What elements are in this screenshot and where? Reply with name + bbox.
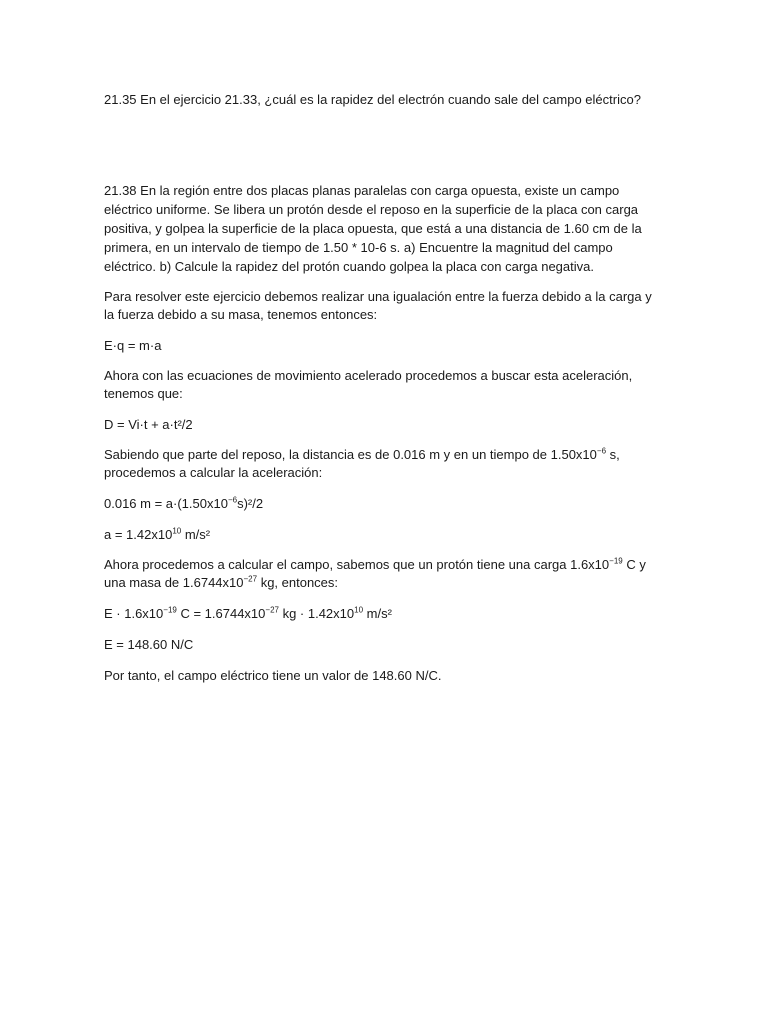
equation-text: kg · 1.42x10 xyxy=(278,606,355,621)
question-21-38: 21.38 En la región entre dos placas planas paralelas con carga opuesta, existe un campo eléctrico uniforme. Se libera un protón desde el reposo en la superficie de la placa con carga positiva, y golpea la superficie de la placa opuesta, que está a una distancia de 1.60 cm de la primera, en un intervalo de tiempo de 1.50 * 10-6 s. a) Encuentre la magnitud del campo eléctrico. b) Calcule la rapidez del protón cuando golpea la placa con carga negativa. xyxy=(104,183,642,274)
equation-text: m/s² xyxy=(181,527,211,542)
acceleration-intro: Ahora con las ecuaciones de movimiento acelerado procedemos a buscar esta aceleración, tenemos que: xyxy=(104,368,633,401)
question-21-35: 21.35 En el ejercicio 21.33, ¿cuál es la rapidez del electrón cuando sale del campo eléctrico? xyxy=(104,92,641,107)
exponent: 10 xyxy=(354,605,364,615)
field-intro-text: C y una masa de 1.6744x10 xyxy=(104,557,646,590)
equation-text: m/s² xyxy=(363,606,392,621)
solution-intro: Para resolver este ejercicio debemos realizar una igualación entre la fuerza debido a la carga y la fuerza debido a su masa, tenemos entonces: xyxy=(104,289,652,322)
equation-text: C = 1.6744x10 xyxy=(176,606,266,621)
equation-text: 0.016 m = a·(1.50x10 xyxy=(104,496,228,511)
equation-text: a = 1.42x10 xyxy=(104,527,173,542)
equation-text: s)²/2 xyxy=(237,496,264,511)
exponent: −19 xyxy=(163,605,177,615)
exponent: 10 xyxy=(172,526,182,536)
document-content xyxy=(104,90,664,697)
equation-substitution xyxy=(104,494,664,513)
exponent: −6 xyxy=(227,495,238,505)
exponent: −6 xyxy=(596,446,607,456)
given-values-text: s, procedemos a calcular la aceleración: xyxy=(104,447,620,480)
equation-result: E = 148.60 N/C xyxy=(104,637,194,652)
equation-acceleration xyxy=(104,525,664,544)
exponent: −19 xyxy=(609,556,623,566)
given-values xyxy=(104,446,664,482)
conclusion: Por tanto, el campo eléctrico tiene un valor de 148.60 N/C. xyxy=(104,668,442,683)
field-intro-text: kg, entonces: xyxy=(257,575,339,590)
exponent: −27 xyxy=(265,605,279,615)
exponent: −27 xyxy=(243,574,258,584)
equation-distance: D = Vi·t + a·t²/2 xyxy=(104,417,193,432)
equation-force-balance: E·q = m·a xyxy=(104,338,162,353)
field-intro-text: Ahora procedemos a calcular el campo, sabemos que un protón tiene una carga 1.6x10 xyxy=(104,557,610,572)
field-intro xyxy=(104,556,664,592)
given-values-text: Sabiendo que parte del reposo, la distancia es de 0.016 m y en un tiempo de 1.50x10 xyxy=(104,447,597,462)
equation-field xyxy=(104,604,664,623)
equation-text: E · 1.6x10 xyxy=(104,606,164,621)
